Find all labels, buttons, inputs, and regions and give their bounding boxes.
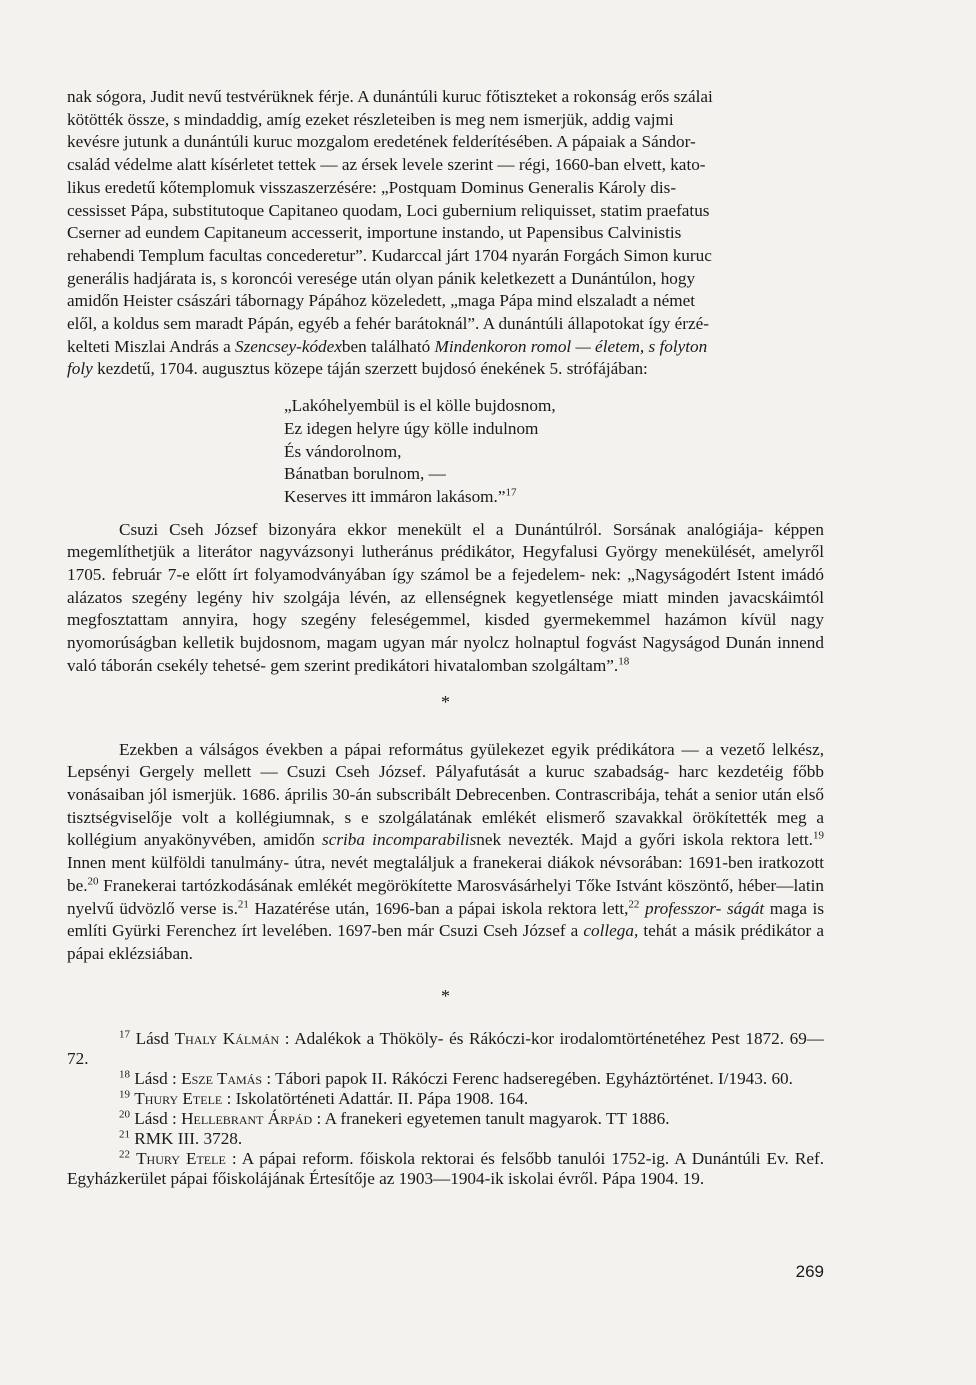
footnote-text: Lásd [135,1028,175,1048]
footnote-text: : Adalékok a Thököly- és Rákóczi-kor irodalomtörténetéhez Pest 1872. 69—72. [67,1028,824,1068]
text-line: harc kezdetéig főbb vonásaiban jól ismerjük. 1686. április 30-án subscribált Debrecenben. [67,762,824,804]
footnote-number: 19 [119,1087,130,1100]
text-line: menekülését, amelyről 1705. február 7-e előtt írt folyamodványában így számol be a fejedelem- [67,542,824,585]
italic-term: professzor- [639,898,722,918]
text-run: kezdetű, 1704. augusztus közepe táján szerzett bujdosó énekének 5. strófájában: [92,359,648,379]
footnote-text: : Tábori papok II. Rákóczi Ferenc hadseregében. Egyháztörténet. I/1943. 60. [262,1068,793,1088]
footnote-text: : Iskolatörténeti Adattár. II. Pápa 1908. 164. [222,1088,529,1108]
text-run: maga is említi Gyürki Ferenchez írt levelében. 1697-ben már Csuzi Cseh József a [67,898,825,941]
text-line: kevésre jutunk a dunántúli kuruc mozgalom eredetének felderítésében. A pápaiak a Sándor- [67,132,696,152]
footnote-text: : A pápai reform. főiskola rektorai és felsőbb tanulói 1752-ig. A Dunántúli Ev. Ref. Egyházkerület pápai főiskolájának Értesítője az 1903—1904-ik iskolai évről. Pápa 1904. 19. [67,1148,824,1188]
poem-line: Ez idegen helyre úgy kölle indulnom [284,418,539,438]
text-line: kegyetlensége miatt minden javacskáimtól megfosztattam annyira, hogy szegény feleségemmel, [67,587,824,630]
footnote-text: RMK III. 3728. [134,1128,243,1148]
text-line: Contrascribája, tehát a senior után első tisztségviselője volt a kollégiumnak, s e szolgálatának [67,784,824,827]
footnote-ref: 20 [87,875,99,888]
footnote-number: 17 [119,1027,130,1040]
text-run: Innen ment külföldi tanulmány- [67,853,290,873]
text-line: ugyan már nyolcz holnaptul fogvást Nagyságod Dunán innend való táborán csekély tehetsé- [67,633,824,675]
text-run: nek nevezték. Majd a győri iskola rektora lett. [476,830,813,850]
footnote-ref: 18 [618,655,630,668]
text-line: rehabendi Templum facultas concederetur”. Kudarccal járt 1704 nyarán Forgách Simon kuruc [67,245,712,265]
text-line: generális hadjárata is, s koroncói veresége után olyan pánik keletkezett a Dunántúlon, hogy [67,268,696,288]
footnote [67,1089,824,1109]
footnote-number: 20 [119,1107,130,1120]
italic-term: collega, [583,921,639,941]
text-line: tartózkodásának emlékét megörökítette Marosvásárhelyi Tőke Istvánt köszöntő, héber—latin [181,875,824,895]
text-line: tehát a másik prédikátor a pápai eklézsiában. [67,921,824,963]
page-number: 269 [795,1262,824,1281]
italic-title: Mindenkoron romol — életem, s folyton [434,336,708,356]
footnote-text: Lásd : [134,1068,182,1088]
footnote-ref: 19 [812,829,824,842]
poem-stanza [284,395,824,509]
text-line: elől, a koldus sem maradt Pápán, egyéb a fehér barátoknál”. A dunántúli állapotokat így érzé- [67,314,709,334]
text-line: nek: „Nagyságodért Istent imádó alázatos szegény legény hiv szolgája lévén, az ellenségnek [67,565,824,607]
italic-term: ságát [726,898,765,918]
text-line: cessisset Pápa, substitutoque Capitaneo quodam, Loci gubernium reliquisset, statim praefatus [67,200,710,220]
text-line: gem szerint predikátori hivatalomban szolgáltam”. [270,655,619,675]
footnote [67,1069,824,1089]
section-separator: * [441,691,450,712]
text-line [67,336,824,359]
italic-title: Szencsey-kódex [235,336,342,356]
poem-line [284,486,824,509]
section-separator: * [441,985,450,1006]
text-line: emlékét elismerő szavakkal örökítették meg a kollégium anyakönyvében, amidőn [67,807,824,850]
text-run: Hazatérése után, 1696-ban a pápai iskola rektora lett, [248,898,629,918]
footnote [67,1129,824,1149]
text-line: nyelvű üdvözlő verse is. [67,898,238,918]
text-run: Franekerai [98,875,177,895]
text-line: Csuzi Cseh József bizonyára ekkor menekült el a Dunántúlról. Sorsának analógiája- [119,519,764,539]
text-run: ben található [341,336,435,356]
text-line: Ezekben a válságos években a pápai református gyülekezet egyik prédikátora — a [119,739,714,759]
poem-line: És vándorolnom, [284,441,402,461]
footnote-text: Lásd : [134,1108,182,1128]
paragraph-3 [67,739,824,966]
footnote-ref: 22 [628,897,640,910]
poem-line: „Lakóhelyembül is el kölle bujdosnom, [284,396,556,416]
italic-term: scriba [322,830,365,850]
footnote-number: 21 [119,1127,130,1140]
author-name: Esze Tamás [181,1068,263,1088]
paragraph-2 [67,519,824,678]
text-line [67,358,824,381]
author-name: Thury Etele [136,1148,226,1168]
paragraph-1 [67,86,824,381]
text-run: Keserves itt immáron lakásom.” [284,486,506,506]
author-name: Thaly Kálmán [174,1028,280,1048]
author-name: Thury Etele [134,1088,223,1108]
italic-term: incomparabilis [372,830,477,850]
footnote-ref: 21 [237,897,249,910]
author-name: Hellebrant Árpád [181,1108,313,1128]
text-line: kötötték össze, s mindaddig, amíg ezeket részleteiben is meg nem ismerjük, addig vajmi [67,109,674,129]
text-line: likus eredetű kőtemplomuk visszaszerzésére: „Postquam Dominus Generalis Károly dis- [67,177,677,197]
text-line: amidőn Heister császári tábornagy Pápához közeledett, „maga Pápa mind elszaladt a német [67,291,696,311]
footnote-text: : A franekeri egyetemen tanult magyarok. TT 1886. [312,1108,670,1128]
text-line: család védelme alatt kísérletet tettek — az érsek levele szerint — régi, 1660-ban elvett, kato- [67,155,706,175]
poem-line: Bánatban borulnom, — [284,464,446,484]
text-line: kisded gyermekemmel hazámon kívül nagy nyomorúságban kelletik bujdosnom, magam [67,610,824,653]
footnotes [67,1029,824,1189]
text-line: nak sógora, Judit nevű testvérüknek férje. A dunántúli kuruc főtiszteket a rokonság erős szálai [67,87,713,106]
footnote-number: 22 [119,1147,130,1160]
text-run: kelteti Miszlai András a [67,336,236,356]
text-line: vezető lelkész, Lepsényi Gergely mellett — Csuzi Cseh József. Pályafutását a kuruc szabadság- [67,739,824,782]
text-line: útra, nevét megtaláljuk a franekerai diákok névsorában: 1691-ben iratkozott be. [67,853,824,895]
footnote-number: 18 [119,1067,130,1080]
footnote-ref: 17 [505,486,517,499]
footnote [67,1029,824,1069]
text-line: Cserner ad eundem Capitaneum accesserit, importune instando, ut Papensibus Calvinistis [67,223,682,243]
italic-title: foly [67,359,93,379]
footnote [67,1109,824,1129]
footnote [67,1149,824,1189]
text-line: képpen megemlíthetjük a literátor nagyvázsonyi lutheránus prédikátor, Hegyfalusi György [67,519,824,562]
